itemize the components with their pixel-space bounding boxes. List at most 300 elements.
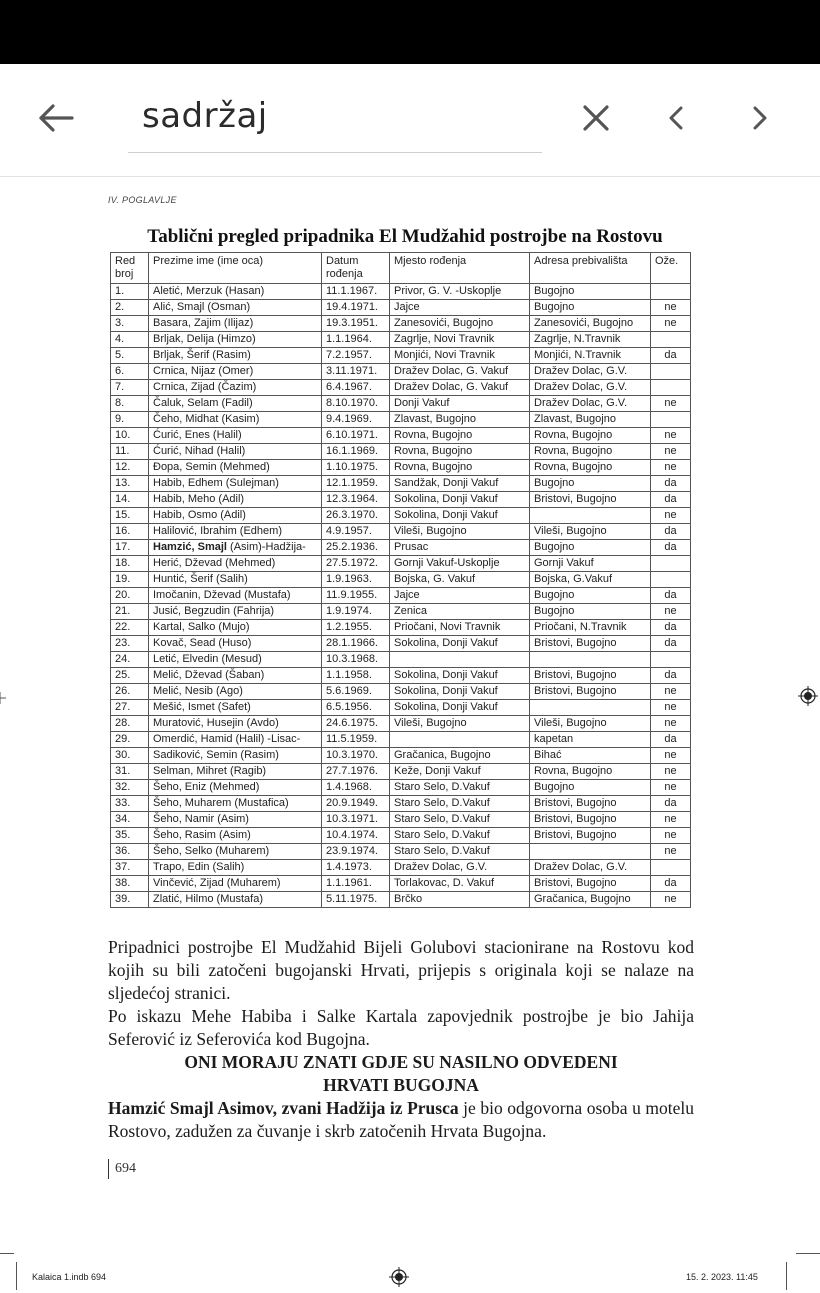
row-birth-date: 12.3.1964.: [322, 492, 390, 508]
row-address: Vileši, Bugojno: [530, 716, 651, 732]
table-row: [111, 300, 691, 316]
row-birth-date: 12.1.1959.: [322, 476, 390, 492]
row-name: Halilović, Ibrahim (Edhem): [149, 524, 322, 540]
search-input[interactable]: sadržaj: [142, 96, 268, 136]
row-birth-date: 6.5.1956.: [322, 700, 390, 716]
row-number: 13.: [111, 476, 149, 492]
row-name: Šeho, Selko (Muharem): [149, 844, 322, 860]
page-number: 694: [108, 1159, 136, 1179]
row-married: ne: [651, 716, 691, 732]
row-birth-date: 10.3.1968.: [322, 652, 390, 668]
row-married: da: [651, 668, 691, 684]
row-married: ne: [651, 764, 691, 780]
row-birth-place: Staro Selo, D.Vakuf: [390, 812, 530, 828]
row-number: 15.: [111, 508, 149, 524]
table-row: [111, 412, 691, 428]
row-address: Zanesovići, Bugojno: [530, 316, 651, 332]
table-row: [111, 892, 691, 908]
row-name: Čaluk, Selam (Fadil): [149, 396, 322, 412]
row-address: [530, 652, 651, 668]
row-married: da: [651, 796, 691, 812]
row-number: 25.: [111, 668, 149, 684]
table-row: [111, 796, 691, 812]
crop-mark: [0, 1253, 14, 1254]
row-married: ne: [651, 812, 691, 828]
row-birth-place: Gračanica, Bugojno: [390, 748, 530, 764]
row-birth-place: Keže, Donji Vakuf: [390, 764, 530, 780]
row-married: ne: [651, 508, 691, 524]
row-number: 18.: [111, 556, 149, 572]
row-birth-place: Vileši, Bugojno: [390, 716, 530, 732]
row-number: 37.: [111, 860, 149, 876]
row-birth-date: 1.10.1975.: [322, 460, 390, 476]
row-married: [651, 364, 691, 380]
row-married: ne: [651, 700, 691, 716]
row-birth-place: Zlavast, Bugojno: [390, 412, 530, 428]
row-number: 23.: [111, 636, 149, 652]
row-address: Bugojno: [530, 540, 651, 556]
row-married: ne: [651, 684, 691, 700]
table-row: [111, 428, 691, 444]
header-birth-place: Mjesto rođenja: [390, 253, 530, 284]
row-name: Aletić, Merzuk (Hasan): [149, 284, 322, 300]
row-name: Muratović, Husejin (Avdo): [149, 716, 322, 732]
row-birth-date: 26.3.1970.: [322, 508, 390, 524]
row-name: Imočanin, Dževad (Mustafa): [149, 588, 322, 604]
row-birth-date: 5.11.1975.: [322, 892, 390, 908]
registration-mark-icon: [0, 692, 6, 704]
row-birth-date: 1.9.1974.: [322, 604, 390, 620]
table-row: [111, 476, 691, 492]
header-married: Ože.: [651, 253, 691, 284]
table-row: [111, 444, 691, 460]
row-name: Ćurić, Enes (Halil): [149, 428, 322, 444]
row-birth-place: Rovna, Bugojno: [390, 444, 530, 460]
row-birth-place: Dražev Dolac, G. Vakuf: [390, 380, 530, 396]
row-address: Bristovi, Bugojno: [530, 636, 651, 652]
row-birth-place: Gornji Vakuf-Uskoplje: [390, 556, 530, 572]
status-bar: [0, 0, 820, 64]
row-married: [651, 380, 691, 396]
row-birth-place: Jajce: [390, 300, 530, 316]
previous-result-button[interactable]: [654, 96, 698, 140]
table-row: [111, 604, 691, 620]
table-body: [111, 284, 691, 908]
row-birth-date: 1.9.1963.: [322, 572, 390, 588]
row-name: Šeho, Muharem (Mustafica): [149, 796, 322, 812]
row-number: 21.: [111, 604, 149, 620]
row-number: 11.: [111, 444, 149, 460]
clear-search-button[interactable]: [574, 96, 618, 140]
table-row: [111, 652, 691, 668]
row-name: Sadiković, Semin (Rasim): [149, 748, 322, 764]
paragraph: Pripadnici postrojbe El Mudžahid Bijeli Golubovi stacionirane na Rostovu kod kojih su bili zatočeni bugojanski Hrvati, prijepis s originala koji se nalaze na sljedećoj stranici.: [108, 937, 694, 1003]
row-address: Zagrlje, N.Travnik: [530, 332, 651, 348]
row-birth-place: Staro Selo, D.Vakuf: [390, 844, 530, 860]
row-birth-place: Bojska, G. Vakuf: [390, 572, 530, 588]
row-birth-date: 11.1.1967.: [322, 284, 390, 300]
row-name: Melić, Dževad (Šaban): [149, 668, 322, 684]
row-married: da: [651, 524, 691, 540]
row-name: Letić, Elvedin (Mesud): [149, 652, 322, 668]
row-address: Bugojno: [530, 284, 651, 300]
row-address: Zlavast, Bugojno: [530, 412, 651, 428]
row-married: da: [651, 476, 691, 492]
row-birth-date: 1.2.1955.: [322, 620, 390, 636]
row-name: Hamzić, Smajl (Asim)-Hadžija-: [149, 540, 322, 556]
row-birth-place: Monjići, Novi Travnik: [390, 348, 530, 364]
table-row: [111, 316, 691, 332]
row-birth-date: 23.9.1974.: [322, 844, 390, 860]
row-name: Ćurić, Nihad (Halil): [149, 444, 322, 460]
row-number: 7.: [111, 380, 149, 396]
header-name: Prezime ime (ime oca): [149, 253, 322, 284]
row-married: da: [651, 732, 691, 748]
row-birth-place: Privor, G. V. -Uskoplje: [390, 284, 530, 300]
row-number: 28.: [111, 716, 149, 732]
row-married: [651, 652, 691, 668]
row-number: 3.: [111, 316, 149, 332]
row-number: 29.: [111, 732, 149, 748]
row-birth-place: Staro Selo, D.Vakuf: [390, 796, 530, 812]
table-row: [111, 572, 691, 588]
row-address: Rovna, Bugojno: [530, 764, 651, 780]
row-address: Bristovi, Bugojno: [530, 828, 651, 844]
row-birth-place: Dražev Dolac, G.V.: [390, 860, 530, 876]
row-birth-place: Donji Vakuf: [390, 396, 530, 412]
paragraph: Hamzić Smajl Asimov, zvani Hadžija iz Prusca je bio odgovorna osoba u motelu Rostovo, zadužen za čuvanje i skrb zatočenih Hrvata Bugojna.: [108, 1098, 694, 1141]
row-birth-place: Sokolina, Donji Vakuf: [390, 508, 530, 524]
row-birth-date: 1.4.1968.: [322, 780, 390, 796]
row-birth-place: Zanesovići, Bugojno: [390, 316, 530, 332]
row-address: Bugojno: [530, 780, 651, 796]
row-name: Herić, Dževad (Mehmed): [149, 556, 322, 572]
row-birth-date: 5.6.1969.: [322, 684, 390, 700]
table-row: [111, 332, 691, 348]
row-name: Crnica, Zijad (Čazim): [149, 380, 322, 396]
row-address: Monjići, N.Travnik: [530, 348, 651, 364]
row-married: ne: [651, 828, 691, 844]
row-name: Đopa, Semin (Mehmed): [149, 460, 322, 476]
table-row: [111, 780, 691, 796]
row-number: 4.: [111, 332, 149, 348]
search-underline: [128, 152, 542, 153]
row-birth-place: Rovna, Bugojno: [390, 460, 530, 476]
row-number: 14.: [111, 492, 149, 508]
row-birth-place: Sokolina, Donji Vakuf: [390, 636, 530, 652]
row-birth-place: Torlakovac, D. Vakuf: [390, 876, 530, 892]
row-birth-place: Sokolina, Donji Vakuf: [390, 492, 530, 508]
row-birth-date: 9.4.1969.: [322, 412, 390, 428]
row-number: 26.: [111, 684, 149, 700]
row-number: 35.: [111, 828, 149, 844]
row-name: Omerdić, Hamid (Halil) -Lisac-: [149, 732, 322, 748]
row-number: 1.: [111, 284, 149, 300]
table-row: [111, 716, 691, 732]
table-row: [111, 620, 691, 636]
row-married: da: [651, 876, 691, 892]
row-address: Bristovi, Bugojno: [530, 796, 651, 812]
row-married: da: [651, 348, 691, 364]
table-row: [111, 508, 691, 524]
row-number: 19.: [111, 572, 149, 588]
row-address: Bihać: [530, 748, 651, 764]
row-name: Basara, Zajim (Ilijaz): [149, 316, 322, 332]
table-row: [111, 556, 691, 572]
row-address: Vileši, Bugojno: [530, 524, 651, 540]
row-birth-place: Jajce: [390, 588, 530, 604]
row-married: [651, 572, 691, 588]
row-birth-date: 1.4.1973.: [322, 860, 390, 876]
row-birth-date: 19.4.1971.: [322, 300, 390, 316]
row-married: [651, 332, 691, 348]
table-row: [111, 380, 691, 396]
row-number: 33.: [111, 796, 149, 812]
print-timestamp: 15. 2. 2023. 11:45: [686, 1272, 758, 1282]
row-birth-date: 1.1.1958.: [322, 668, 390, 684]
row-married: ne: [651, 844, 691, 860]
table-row: [111, 364, 691, 380]
row-name: Selman, Mihret (Ragib): [149, 764, 322, 780]
row-married: [651, 556, 691, 572]
row-number: 32.: [111, 780, 149, 796]
row-number: 5.: [111, 348, 149, 364]
row-number: 39.: [111, 892, 149, 908]
row-married: ne: [651, 748, 691, 764]
row-birth-date: 27.5.1972.: [322, 556, 390, 572]
next-result-button[interactable]: [738, 96, 782, 140]
row-birth-place: Prusac: [390, 540, 530, 556]
row-birth-place: Sokolina, Donji Vakuf: [390, 684, 530, 700]
row-birth-place: Zagrlje, Novi Travnik: [390, 332, 530, 348]
row-address: Dražev Dolac, G.V.: [530, 860, 651, 876]
table-row: [111, 732, 691, 748]
table-row: [111, 460, 691, 476]
toolbar-divider: [0, 176, 820, 177]
row-married: [651, 860, 691, 876]
table-row: [111, 668, 691, 684]
table-row: [111, 748, 691, 764]
row-birth-date: 10.4.1974.: [322, 828, 390, 844]
row-birth-place: Vileši, Bugojno: [390, 524, 530, 540]
row-name: Huntić, Šerif (Salih): [149, 572, 322, 588]
row-address: Gračanica, Bugojno: [530, 892, 651, 908]
row-name: Habib, Osmo (Adil): [149, 508, 322, 524]
body-text: [108, 936, 694, 1143]
row-married: [651, 284, 691, 300]
row-number: 8.: [111, 396, 149, 412]
row-address: Bugojno: [530, 476, 651, 492]
row-number: 6.: [111, 364, 149, 380]
row-address: Rovna, Bugojno: [530, 460, 651, 476]
row-married: ne: [651, 428, 691, 444]
row-birth-date: 6.4.1967.: [322, 380, 390, 396]
row-name: Mešić, Ismet (Safet): [149, 700, 322, 716]
row-name: Jusić, Begzudin (Fahrija): [149, 604, 322, 620]
row-address: Bugojno: [530, 604, 651, 620]
chapter-label: IV. POGLAVLJE: [108, 195, 177, 205]
row-birth-date: 10.3.1970.: [322, 748, 390, 764]
row-birth-date: 8.10.1970.: [322, 396, 390, 412]
row-birth-date: 4.9.1957.: [322, 524, 390, 540]
row-address: kapetan: [530, 732, 651, 748]
row-name: Šeho, Eniz (Mehmed): [149, 780, 322, 796]
crop-mark: [16, 1262, 17, 1290]
table-row: [111, 492, 691, 508]
row-address: Bristovi, Bugojno: [530, 876, 651, 892]
row-birth-place: Brčko: [390, 892, 530, 908]
close-icon: [583, 105, 609, 131]
row-birth-date: 25.2.1936.: [322, 540, 390, 556]
row-birth-date: 27.7.1976.: [322, 764, 390, 780]
row-address: Bojska, G.Vakuf: [530, 572, 651, 588]
row-birth-date: 1.1.1964.: [322, 332, 390, 348]
row-married: ne: [651, 460, 691, 476]
registration-mark-icon: [798, 686, 818, 706]
row-address: Bristovi, Bugojno: [530, 812, 651, 828]
table-row: [111, 700, 691, 716]
row-number: 10.: [111, 428, 149, 444]
row-address: Dražev Dolac, G.V.: [530, 396, 651, 412]
row-name: Brljak, Šerif (Rasim): [149, 348, 322, 364]
registration-mark-icon: [389, 1267, 409, 1287]
row-address: Gornji Vakuf: [530, 556, 651, 572]
row-name: Alić, Smajl (Osman): [149, 300, 322, 316]
table-row: [111, 860, 691, 876]
row-birth-date: 10.3.1971.: [322, 812, 390, 828]
row-birth-place: Sokolina, Donji Vakuf: [390, 668, 530, 684]
row-birth-place: [390, 652, 530, 668]
row-number: 9.: [111, 412, 149, 428]
row-number: 12.: [111, 460, 149, 476]
row-birth-date: 16.1.1969.: [322, 444, 390, 460]
table-header-row: [111, 253, 691, 284]
row-number: 38.: [111, 876, 149, 892]
row-number: 31.: [111, 764, 149, 780]
row-married: [651, 412, 691, 428]
row-address: Rovna, Bugojno: [530, 428, 651, 444]
table-row: [111, 636, 691, 652]
table-row: [111, 396, 691, 412]
row-address: Bugojno: [530, 588, 651, 604]
table-title: Tablični pregled pripadnika El Mudžahid postrojbe na Rostovu: [147, 226, 663, 247]
row-address: Bugojno: [530, 300, 651, 316]
row-address: Rovna, Bugojno: [530, 444, 651, 460]
header-birth-date: Datum rođenja: [322, 253, 390, 284]
row-married: da: [651, 492, 691, 508]
print-file-name: Kalaica 1.indb 694: [32, 1272, 107, 1282]
table-row: [111, 828, 691, 844]
row-birth-place: [390, 732, 530, 748]
row-number: 36.: [111, 844, 149, 860]
row-name: Kartal, Salko (Mujo): [149, 620, 322, 636]
row-name: Trapo, Edin (Salih): [149, 860, 322, 876]
row-name: Habib, Meho (Adil): [149, 492, 322, 508]
row-number: 17.: [111, 540, 149, 556]
section-heading: ONI MORAJU ZNATI GDJE SU NASILNO ODVEDENI HRVATI BUGOJNA: [184, 1052, 618, 1095]
row-number: 16.: [111, 524, 149, 540]
row-married: da: [651, 588, 691, 604]
row-number: 30.: [111, 748, 149, 764]
row-name: Šeho, Rasim (Asim): [149, 828, 322, 844]
row-address: Dražev Dolac, G.V.: [530, 364, 651, 380]
row-address: Bristovi, Bugojno: [530, 668, 651, 684]
header-number: Red broj: [111, 253, 149, 284]
row-married: ne: [651, 892, 691, 908]
back-button[interactable]: [30, 92, 82, 144]
row-number: 2.: [111, 300, 149, 316]
row-address: Dražev Dolac, G.V.: [530, 380, 651, 396]
row-married: ne: [651, 780, 691, 796]
row-name: Melić, Nesib (Ago): [149, 684, 322, 700]
row-birth-date: 11.5.1959.: [322, 732, 390, 748]
row-number: 24.: [111, 652, 149, 668]
row-name: Vinčević, Zijad (Muharem): [149, 876, 322, 892]
row-birth-place: Rovna, Bugojno: [390, 428, 530, 444]
row-birth-place: Sokolina, Donji Vakuf: [390, 700, 530, 716]
table-row: [111, 284, 691, 300]
row-married: ne: [651, 604, 691, 620]
row-married: da: [651, 620, 691, 636]
table-row: [111, 764, 691, 780]
row-birth-date: 28.1.1966.: [322, 636, 390, 652]
row-name: Šeho, Namir (Asim): [149, 812, 322, 828]
paragraph: Po iskazu Mehe Habiba i Salke Kartala zapovjednik postrojbe je bio Jahija Seferović iz Seferovića kod Bugojna.: [108, 1006, 694, 1049]
crop-mark: [796, 1253, 820, 1254]
row-birth-date: 7.2.1957.: [322, 348, 390, 364]
table-row: [111, 524, 691, 540]
row-address: [530, 700, 651, 716]
row-birth-place: Staro Selo, D.Vakuf: [390, 828, 530, 844]
row-number: 22.: [111, 620, 149, 636]
row-address: Bristovi, Bugojno: [530, 684, 651, 700]
table-row: [111, 684, 691, 700]
row-number: 20.: [111, 588, 149, 604]
row-birth-date: 20.9.1949.: [322, 796, 390, 812]
row-married: ne: [651, 300, 691, 316]
row-birth-place: Sandžak, Donji Vakuf: [390, 476, 530, 492]
row-birth-date: 11.9.1955.: [322, 588, 390, 604]
row-number: 34.: [111, 812, 149, 828]
row-birth-date: 1.1.1961.: [322, 876, 390, 892]
table-row: [111, 348, 691, 364]
row-birth-place: Zenica: [390, 604, 530, 620]
row-birth-date: 19.3.1951.: [322, 316, 390, 332]
row-name: Brljak, Delija (Himzo): [149, 332, 322, 348]
row-married: ne: [651, 444, 691, 460]
table-row: [111, 844, 691, 860]
row-address: Priočani, N.Travnik: [530, 620, 651, 636]
row-name: Habib, Edhem (Sulejman): [149, 476, 322, 492]
chevron-left-icon: [668, 106, 684, 130]
row-birth-place: Dražev Dolac, G. Vakuf: [390, 364, 530, 380]
row-name: Kovač, Sead (Huso): [149, 636, 322, 652]
row-married: ne: [651, 396, 691, 412]
crop-mark: [786, 1262, 787, 1290]
members-table: [110, 252, 691, 908]
table-row: [111, 812, 691, 828]
table-row: [111, 588, 691, 604]
row-married: da: [651, 636, 691, 652]
row-birth-place: Staro Selo, D.Vakuf: [390, 780, 530, 796]
row-address: Bristovi, Bugojno: [530, 492, 651, 508]
row-name: Crnica, Nijaz (Omer): [149, 364, 322, 380]
table-row: [111, 876, 691, 892]
row-address: [530, 508, 651, 524]
arrow-left-icon: [36, 103, 76, 133]
header-address: Adresa prebivališta: [530, 253, 651, 284]
row-married: ne: [651, 316, 691, 332]
